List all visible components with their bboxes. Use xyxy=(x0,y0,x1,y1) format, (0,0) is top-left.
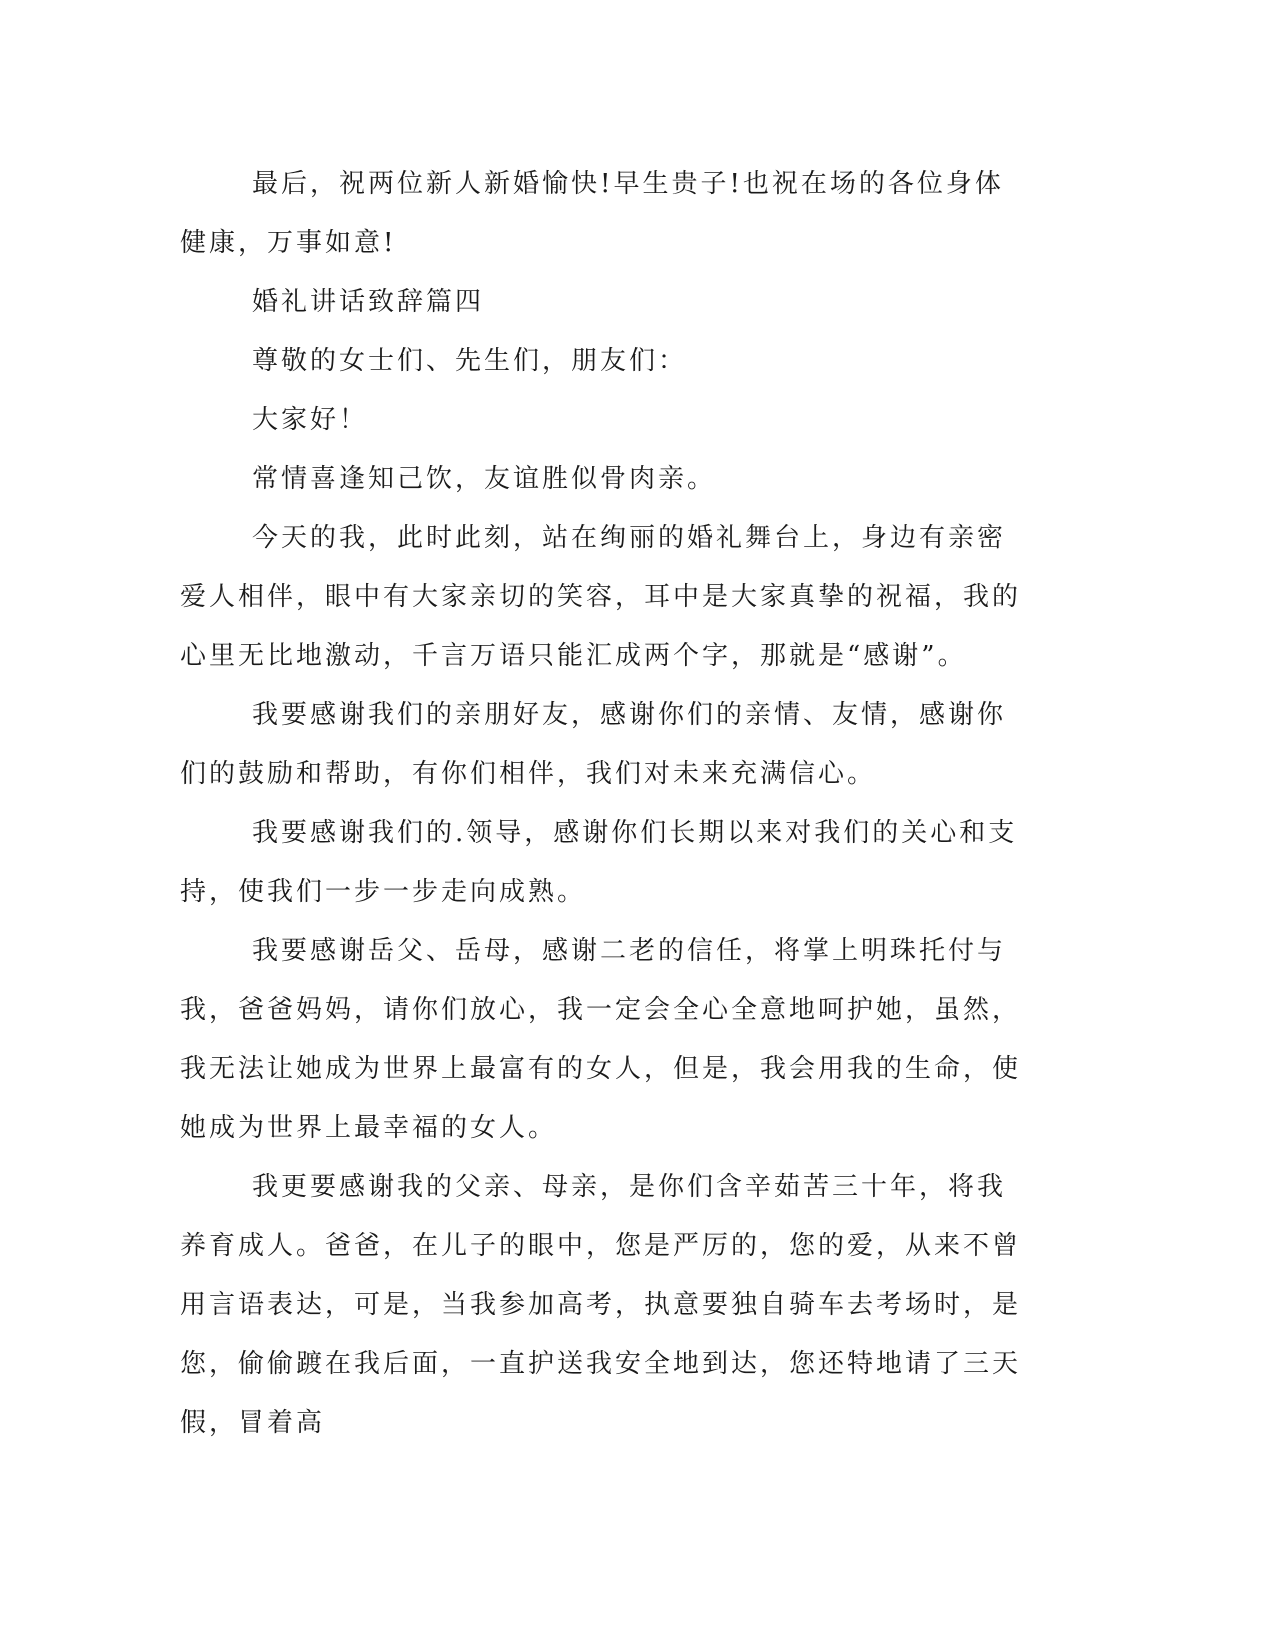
body-paragraph: 我要感谢我们的亲朋好友，感谢你们的亲情、友情，感谢你们的鼓励和帮助，有你们相伴，我们对未来充满信心。 xyxy=(180,700,1007,789)
greeting: 大家好！ xyxy=(252,405,369,435)
salutation: 尊敬的女士们、先生们，朋友们： xyxy=(252,346,688,376)
closing-wishes-paragraph: 最后，祝两位新人新婚愉快!早生贵子!也祝在场的各位身体健康，万事如意! xyxy=(180,169,1004,258)
body-paragraph: 今天的我，此时此刻，站在绚丽的婚礼舞台上，身边有亲密爱人相伴，眼中有大家亲切的笑容，耳中是大家真挚的祝福，我的心里无比地激动，千言万语只能汇成两个字，那就是“感谢”。 xyxy=(180,523,1022,671)
body-paragraph: 我要感谢岳父、岳母，感谢二老的信任，将掌上明珠托付与我，爸爸妈妈，请你们放心，我一定会全心全意地呵护她，虽然，我无法让她成为世界上最富有的女人，但是，我会用我的生命，使她成为世界上最幸福的女人。 xyxy=(180,936,1022,1143)
document-body xyxy=(180,155,1030,1453)
body-paragraph: 我更要感谢我的父亲、母亲，是你们含辛茹苦三十年，将我养育成人。爸爸，在儿子的眼中，您是严厉的，您的爱，从来不曾用言语表达，可是，当我参加高考，执意要独自骑车去考场时，是您，偷偷踱在我后面，一直护送我安全地到达，您还特地请了三天假，冒着高 xyxy=(180,1172,1022,1438)
section-heading: 婚礼讲话致辞篇四 xyxy=(252,287,485,317)
body-paragraph: 我要感谢我们的.领导，感谢你们长期以来对我们的关心和支持，使我们一步一步走向成熟。 xyxy=(180,818,1018,907)
opening-verse: 常情喜逢知己饮，友谊胜似骨肉亲。 xyxy=(252,464,717,494)
